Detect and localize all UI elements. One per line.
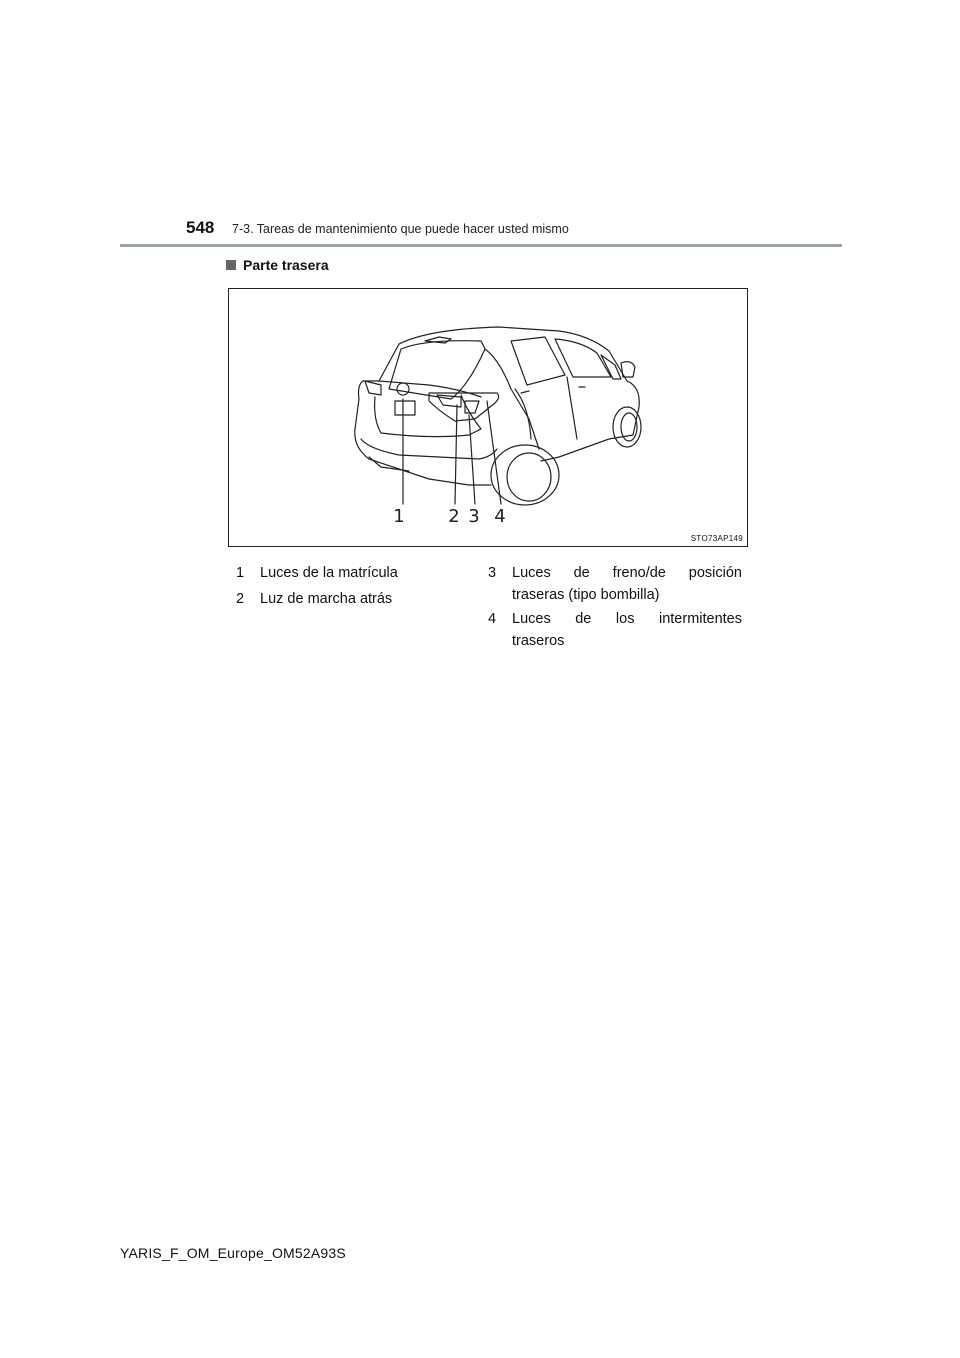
legend-item-2 xyxy=(236,588,426,610)
footer-document-id: YARIS_F_OM_Europe_OM52A93S xyxy=(120,1245,346,1261)
callout-1: 1 xyxy=(393,506,405,527)
legend-text-2: Luz de marcha atrás xyxy=(260,591,393,607)
figure-code: STO73AP149 xyxy=(690,534,743,543)
legend-number-1: 1 xyxy=(236,565,245,581)
chapter-title: 7-3. Tareas de mantenimiento que puede hacer usted mismo xyxy=(232,222,569,236)
legend-number-3: 3 xyxy=(488,565,497,581)
legend-item-4 xyxy=(488,608,742,652)
legend-number-2: 2 xyxy=(236,591,245,607)
callout-2: 2 xyxy=(448,506,460,527)
legend-item-1 xyxy=(236,562,426,584)
legend-text-4-line1: Luces de los intermitentes xyxy=(512,611,742,627)
callout-3: 3 xyxy=(468,506,480,527)
callout-4: 4 xyxy=(494,506,506,527)
legend-number-4: 4 xyxy=(488,611,497,627)
car-rear-drawing xyxy=(229,289,747,546)
legend-item-3 xyxy=(488,562,742,606)
section-heading-text: Parte trasera xyxy=(243,257,329,273)
rear-car-illustration xyxy=(228,288,748,547)
legend-text-3-line2: traseras (tipo bombilla) xyxy=(512,587,660,603)
section-heading xyxy=(226,257,329,273)
square-bullet-icon xyxy=(226,260,236,270)
legend-text-3-line1: Luces de freno/de posición xyxy=(512,565,742,581)
legend-text-4-line2: traseros xyxy=(512,633,565,649)
legend-text-1: Luces de la matrícula xyxy=(260,565,398,581)
page-number: 548 xyxy=(186,218,215,237)
header-rule xyxy=(120,244,842,247)
